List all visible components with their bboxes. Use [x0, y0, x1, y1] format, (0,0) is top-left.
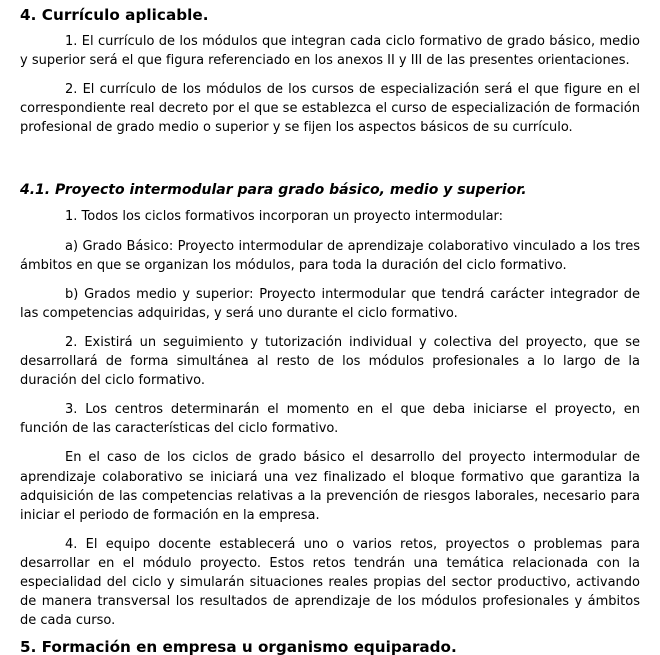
- paragraph: 2. El currículo de los módulos de los cursos de especialización será el que figure en el correspondiente real decreto por el que se establezca el curso de especialización de formación profesional de grado medio o superior y se fijen los aspectos básicos de su currículo.: [20, 82, 640, 136]
- section-5-clipped-region: [20, 638, 640, 655]
- paragraph: 4. El equipo docente establecerá uno o varios retos, proyectos o problemas para desarrollar en el módulo proyecto. Estos retos tendrán una temática relacionada con la especialidad del ciclo y simularán situaciones reales propias del sector productivo, activando de manera transversal los resultados de aprendizaje de los módulos profesionales y ámbitos de cada curso.: [20, 536, 640, 629]
- spacer: [20, 438, 640, 448]
- paragraph: b) Grados medio y superior: Proyecto intermodular que tendrá carácter integrador de las competencias adquiridas, y será uno durante el ciclo formativo.: [20, 286, 640, 321]
- spacer: [20, 227, 640, 237]
- spacer: [20, 70, 640, 80]
- paragraph: 3. Los centros determinarán el momento en el que deba iniciarse el proyecto, en función de las características del ciclo formativo.: [20, 402, 640, 437]
- spacer: [20, 137, 640, 181]
- spacer: [20, 200, 640, 207]
- paragraph: 2. Existirá un seguimiento y tutorización individual y colectiva del proyecto, que se desarrollará de forma simultánea al resto de los módulos profesionales a lo largo de la duración del ciclo formativo.: [20, 334, 640, 389]
- paragraph: 1. Todos los ciclos formativos incorporan un proyecto intermodular:: [65, 209, 504, 225]
- paragraph: a) Grado Básico: Proyecto intermodular de aprendizaje colaborativo vinculado a los tres ámbitos en que se organizan los módulos, para toda la duración del ciclo formativo.: [20, 238, 640, 273]
- subheading-section-4-1: 4.1. Proyecto intermodular para grado básico, medio y superior.: [20, 182, 527, 199]
- document-body: [20, 0, 640, 630]
- spacer: [20, 25, 640, 32]
- spacer: [20, 390, 640, 400]
- page-title-section-4: 4. Currículo aplicable.: [20, 6, 209, 24]
- page-title-section-5: 5. Formación en empresa u organismo equiparado.: [20, 638, 457, 655]
- spacer: [20, 323, 640, 333]
- paragraph: 1. El currículo de los módulos que integran cada ciclo formativo de grado básico, medio y superior será el que figura referenciado en los anexos II y III de las presentes orientaciones.: [20, 34, 640, 69]
- spacer: [20, 275, 640, 285]
- paragraph: En el caso de los ciclos de grado básico el desarrollo del proyecto intermodular de aprendizaje colaborativo se iniciará una vez finalizado el bloque formativo que garantiza la adquisición de las competencias relativas a la prevención de riesgos laborales, necesario para iniciar el periodo de formación en la empresa.: [20, 450, 640, 523]
- spacer: [20, 525, 640, 535]
